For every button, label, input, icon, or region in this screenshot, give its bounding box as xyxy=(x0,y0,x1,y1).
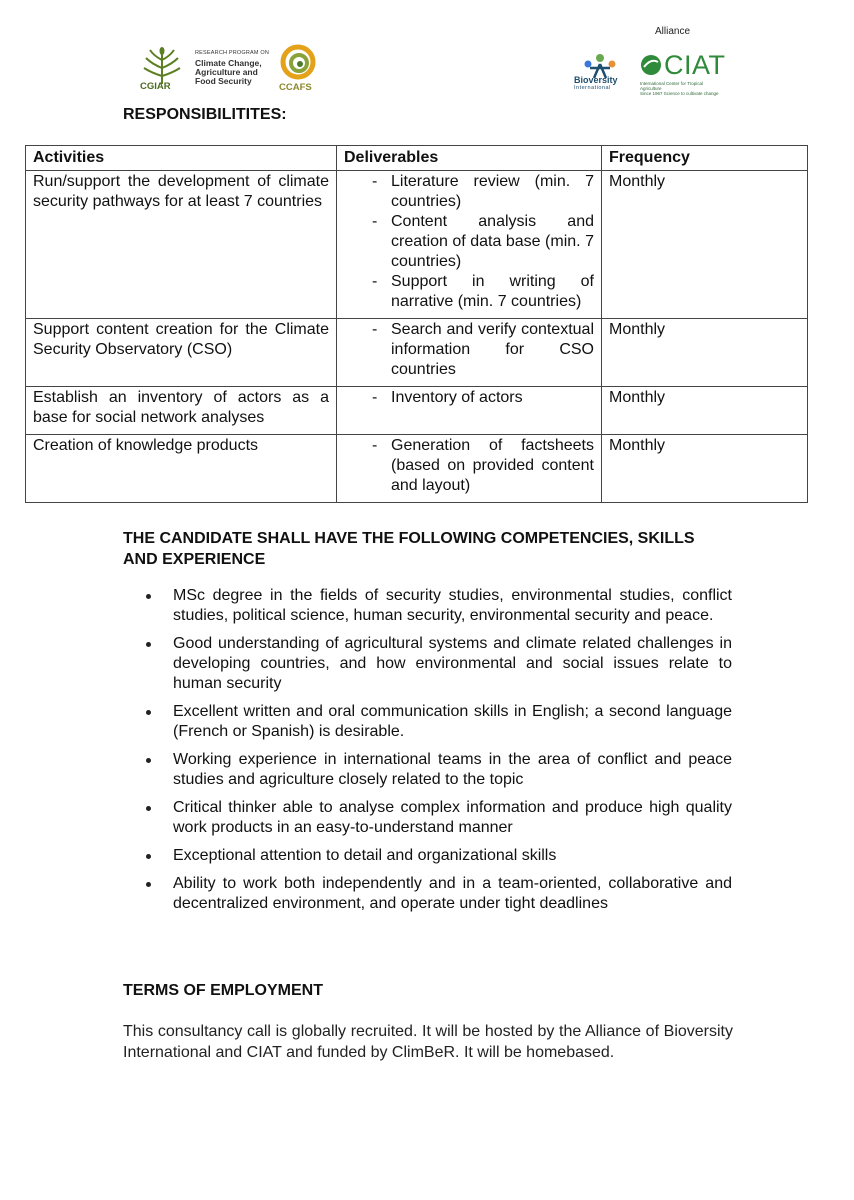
table-row xyxy=(26,435,808,503)
table-row xyxy=(26,319,808,387)
activity-cell: Creation of knowledge products xyxy=(26,435,337,503)
column-header-frequency: Frequency xyxy=(602,146,808,171)
ciat-sub-1: International Center for Tropical Agriculture xyxy=(640,81,704,91)
ccafs-label: CCAFS xyxy=(279,82,312,93)
list-item xyxy=(140,846,732,866)
list-item-text: Working experience in international teams in the area of conflict and peace studies and agriculture closely related to the topic xyxy=(173,751,732,788)
list-item-text: Excellent written and oral communication skills in English; a second language (French or Spanish) is desirable. xyxy=(173,703,732,740)
deliverable-item: - Search and verify contextual information for CSO countries xyxy=(344,320,594,380)
activity-cell: Support content creation for the Climate Security Observatory (CSO) xyxy=(26,319,337,387)
frequency-cell: Monthly xyxy=(602,387,808,435)
deliverable-item: - Support in writing of narrative (min. 7 countries) xyxy=(344,272,594,312)
frequency-cell: Monthly xyxy=(602,435,808,503)
research-program-text xyxy=(195,49,269,86)
bullet-icon xyxy=(146,806,151,811)
table-row xyxy=(26,387,808,435)
list-item-text: Ability to work both independently and in a team-oriented, collaborative and decentralized environment, and operate under tight deadlines xyxy=(173,875,732,912)
ciat-sub-2: Since 1967 Science to cultivate change xyxy=(640,91,719,96)
bioversity-logo-text xyxy=(574,76,618,92)
list-item xyxy=(140,634,732,694)
activity-cell: Run/support the development of climate security pathways for at least 7 countries xyxy=(26,171,337,319)
cgiar-label: CGIAR xyxy=(140,81,171,92)
competencies-heading xyxy=(123,528,695,570)
deliverable-item: - Literature review (min. 7 countries) xyxy=(344,172,594,212)
ccafs-swirl-icon xyxy=(278,44,318,80)
bullet-icon xyxy=(146,594,151,599)
list-item xyxy=(140,798,732,838)
terms-heading: TERMS OF EMPLOYMENT xyxy=(123,982,323,999)
list-item-text: Exceptional attention to detail and organizational skills xyxy=(173,847,557,864)
bioversity-label: Bioversity xyxy=(574,75,618,85)
ciat-sub xyxy=(640,81,720,96)
list-item xyxy=(140,874,732,914)
rp-line-3: Food Security xyxy=(195,76,252,86)
deliverable-item: - Content analysis and creation of data base (min. 7 countries) xyxy=(344,212,594,272)
deliverables-cell xyxy=(337,387,602,435)
frequency-cell: Monthly xyxy=(602,319,808,387)
bioversity-sub: International xyxy=(574,85,611,91)
column-header-deliverables: Deliverables xyxy=(337,146,602,171)
bullet-icon xyxy=(146,758,151,763)
bullet-icon xyxy=(146,882,151,887)
deliverables-cell xyxy=(337,435,602,503)
deliverable-item: - Generation of factsheets (based on provided content and layout) xyxy=(344,436,594,496)
ciat-label: CIAT xyxy=(664,50,726,80)
list-item-text: Good understanding of agricultural systems and climate related challenges in developing countries, and how environmental and social issues relate to human security xyxy=(173,635,732,692)
activity-cell: Establish an inventory of actors as a base for social network analyses xyxy=(26,387,337,435)
terms-body: This consultancy call is globally recruited. It will be hosted by the Alliance of Bioversity International and CIAT and funded by ClimBeR. It will be homebased. xyxy=(123,1023,733,1061)
bullet-icon xyxy=(146,854,151,859)
list-item xyxy=(140,750,732,790)
list-item xyxy=(140,702,732,742)
deliverables-cell xyxy=(337,319,602,387)
responsibilities-table xyxy=(25,145,808,503)
cgiar-ccafs-logo xyxy=(140,40,330,92)
responsibilities-heading: RESPONSIBILITITES: xyxy=(123,106,287,123)
column-header-activities: Activities xyxy=(26,146,337,171)
deliverables-cell xyxy=(337,171,602,319)
rp-line-2: Agriculture and xyxy=(195,67,258,77)
research-program-small: RESEARCH PROGRAM ON xyxy=(195,50,270,56)
bullet-icon xyxy=(146,710,151,715)
list-item-text: Critical thinker able to analyse complex information and produce high quality work products in an easy-to-understand manner xyxy=(173,799,732,836)
competencies-list xyxy=(140,586,732,922)
deliverable-item: - Inventory of actors xyxy=(344,388,594,408)
bullet-icon xyxy=(146,642,151,647)
ciat-leaf-icon xyxy=(640,54,662,76)
list-item xyxy=(140,586,732,626)
list-item-text: MSc degree in the fields of security studies, environmental studies, conflict studies, political science, human security, environmental security and peace. xyxy=(173,587,732,624)
table-row xyxy=(26,171,808,319)
frequency-cell: Monthly xyxy=(602,171,808,319)
alliance-label: Alliance xyxy=(655,26,691,37)
competencies-heading-line-1: THE CANDIDATE SHALL HAVE THE FOLLOWING COMPETENCIES, SKILLS xyxy=(123,530,695,547)
competencies-heading-line-2: AND EXPERIENCE xyxy=(123,551,266,568)
rp-line-1: Climate Change, xyxy=(195,58,262,68)
table-header-row xyxy=(26,146,808,171)
